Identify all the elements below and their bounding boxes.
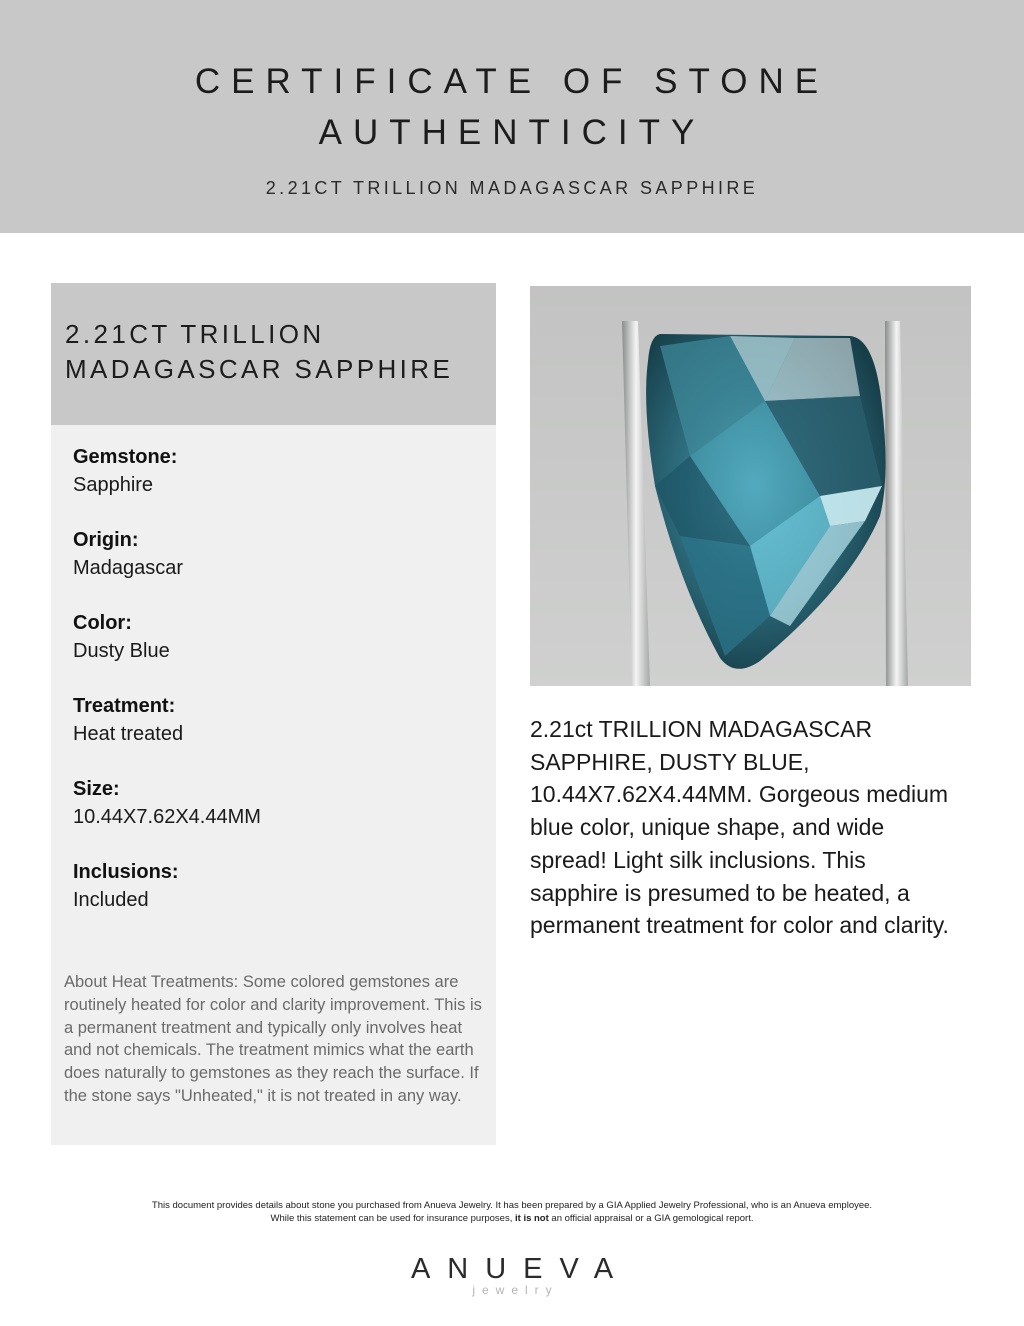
- heat-treatment-note: About Heat Treatments: Some colored gemstones are routinely heated for color and clarity improvement. This is a permanent treatment and typically only involves heat and not chemicals. The treatment mimics what the earth does naturally to gemstones as they reach the surface. If the stone says "Unheated," it is not treated in any way.: [64, 973, 482, 1105]
- disclaimer: [0, 1199, 1024, 1225]
- disclaimer-line-1: This document provides details about stone you purchased from Anueva Jewelry. It has been prepared by a GIA Applied Jewelry Professional, who is an Anueva employee.: [151, 1200, 873, 1211]
- stone-details-card: [51, 283, 496, 1145]
- spec-origin: [73, 526, 473, 582]
- spec-value: Dusty Blue: [73, 640, 170, 662]
- logo-wordmark: ANUEVA: [410, 1253, 631, 1285]
- spec-label: Size:: [73, 778, 120, 800]
- disclaimer-emphasis: it is not: [515, 1213, 549, 1224]
- certificate-subtitle: 2.21CT TRILLION MADAGASCAR SAPPHIRE: [265, 178, 759, 198]
- disclaimer-line-2: [0, 1212, 1024, 1225]
- stone-photo: [530, 286, 971, 686]
- anueva-logo: [0, 1252, 1024, 1297]
- spec-size: [73, 775, 473, 831]
- spec-color: [73, 609, 473, 665]
- card-title: 2.21CT TRILLION MADAGASCAR SAPPHIRE: [65, 319, 454, 384]
- disclaimer-text: While this statement can be used for insurance purposes,: [270, 1213, 515, 1224]
- spec-gemstone: [73, 443, 473, 499]
- spec-value: 10.44X7.62X4.44MM: [73, 806, 261, 828]
- spec-inclusions: [73, 858, 473, 914]
- spec-value: Included: [73, 889, 149, 911]
- certificate-header: [0, 0, 1024, 233]
- certificate-title: CERTIFICATE OF STONE AUTHENTICITY: [194, 62, 830, 152]
- spec-value: Heat treated: [73, 723, 184, 745]
- spec-label: Treatment:: [73, 695, 176, 717]
- logo-subtitle: jewelry: [472, 1283, 559, 1297]
- spec-value: Sapphire: [73, 474, 154, 496]
- spec-label: Color:: [73, 612, 132, 634]
- spec-label: Origin:: [73, 529, 139, 551]
- stone-description: 2.21ct TRILLION MADAGASCAR SAPPHIRE, DUSTY BLUE, 10.44X7.62X4.44MM. Gorgeous medium blue color, unique shape, and wide spread! Light silk inclusions. This sapphire is presumed to be heated, a permanent treatment for color and clarity.: [530, 716, 949, 939]
- card-header: [51, 283, 496, 425]
- spec-value: Madagascar: [73, 557, 184, 579]
- spec-label: Inclusions:: [73, 861, 179, 883]
- disclaimer-text: an official appraisal or a GIA gemological report.: [548, 1213, 754, 1224]
- spec-treatment: [73, 692, 473, 748]
- spec-label: Gemstone:: [73, 446, 178, 468]
